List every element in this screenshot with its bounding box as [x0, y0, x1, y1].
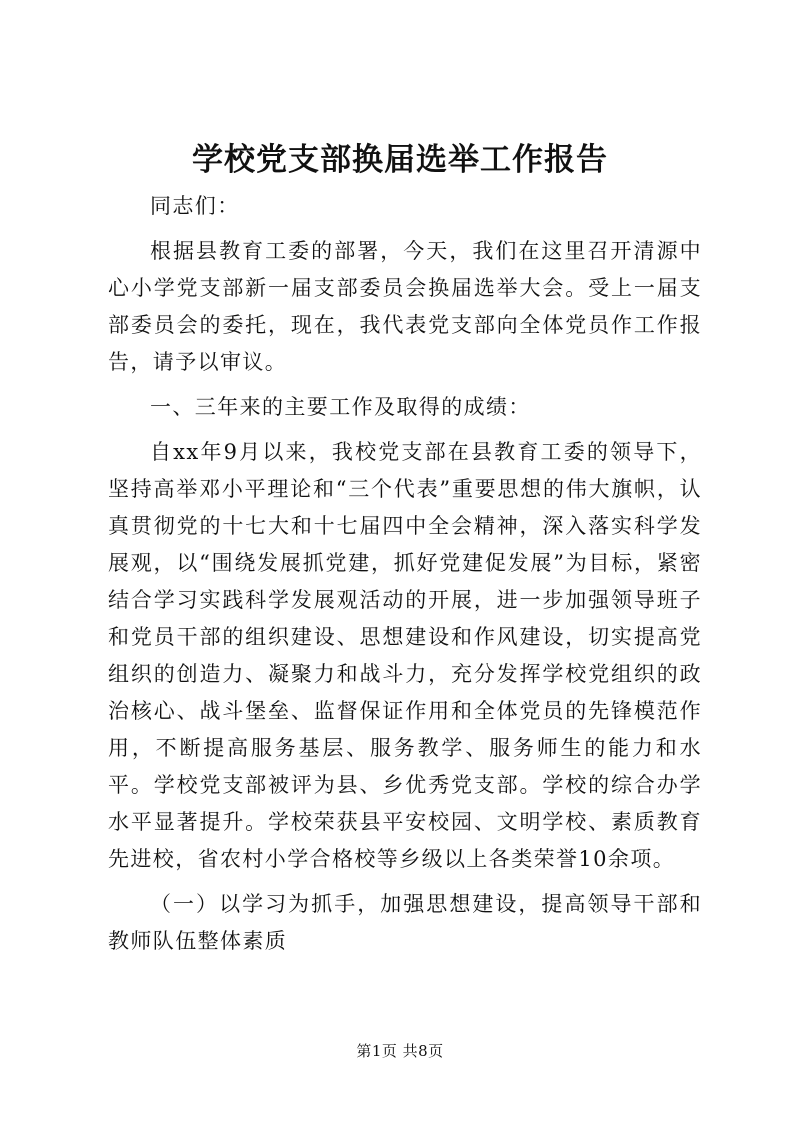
achievements-paragraph: 自xx年9月以来，我校党支部在县教育工委的领导下，坚持高举邓小平理论和“三个代表”重要思想的伟大旗帜，认真贯彻党的十七大和十七届四中全会精神，深入落实科学发展观，以“围绕发展抓党建，抓好党建促发展”为目标，紧密结合学习实践科学发展观活动的开展，进一步加强领导班子和党员干部的组织建设、思想建设和作风建设，切实提高党组织的创造力、凝聚力和战斗力，充分发挥学校党组织的政治核心、战斗堡垒、监督保证作用和全体党员的先锋模范作用，不断提高服务基层、服务教学、服务师生的能力和水平。学校党支部被评为县、乡优秀党支部。学校的综合办学水平显著提升。学校荣获县平安校园、文明学校、素质教育先进校，省农村小学合格校等乡级以上各类荣誉10余项。: [108, 440, 702, 871]
document-title: 学校党支部换届选举工作报告: [192, 142, 608, 178]
intro-paragraph: 根据县教育工委的部署，今天，我们在这里召开清源中心小学党支部新一届支部委员会换届选举大会。受上一届支部委员会的委托，现在，我代表党支部向全体党员作工作报告，请予以审议。: [108, 239, 702, 374]
document-body: [108, 188, 702, 961]
subsection-heading: （一）以学习为抓手，加强思想建设，提高领导干部和教师队伍整体素质: [108, 892, 702, 953]
page-number: 第1页 共8页: [356, 1042, 444, 1060]
greeting: 同志们：: [150, 194, 240, 218]
section-heading: 一、三年来的主要工作及取得的成绩：: [150, 395, 531, 419]
